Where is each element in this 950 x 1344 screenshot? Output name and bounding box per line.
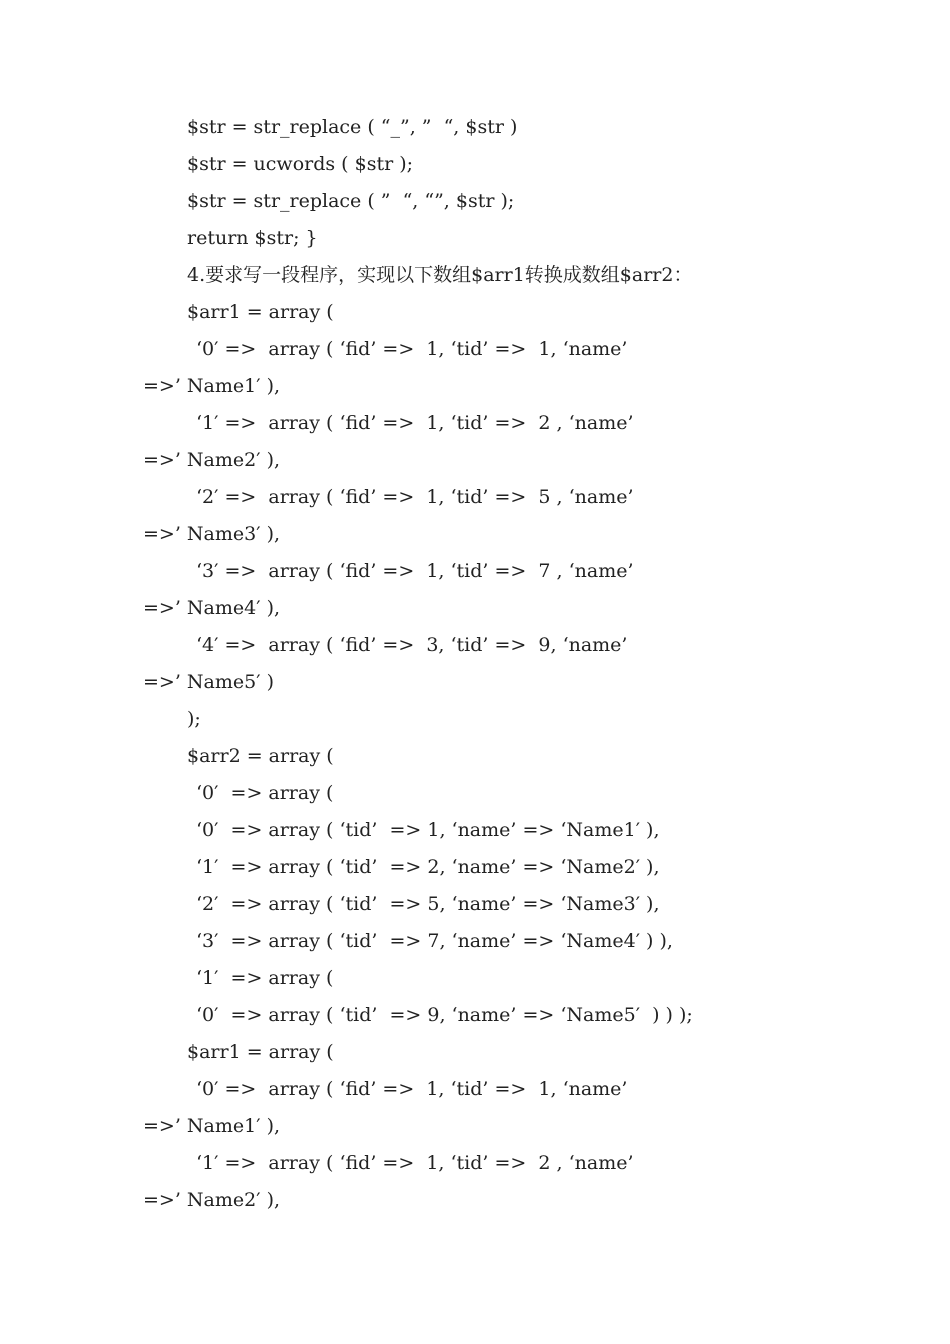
code-line: =>’ Name4′ ), — [143, 597, 281, 619]
code-line: $str = ucwords ( $str ); — [187, 153, 414, 175]
code-line: ‘0′ => array ( ‘tid’ => 9, ‘name’ => ‘Name5′ ) ) ); — [196, 1004, 693, 1026]
code-line: =>’ Name1′ ), — [143, 1115, 281, 1137]
code-line: $arr2 = array ( — [187, 745, 334, 767]
code-line: =>’ Name5′ ) — [143, 671, 274, 693]
code-line: ‘1′ => array ( ‘fid’ => 1, ‘tid’ => 2 , ‘name’ — [196, 1152, 634, 1174]
code-line: $str = str_replace ( “_”, ” “, $str ) — [187, 116, 518, 138]
code-line: ‘0′ => array ( — [196, 782, 334, 804]
code-line: ‘2′ => array ( ‘tid’ => 5, ‘name’ => ‘Name3′ ), — [196, 893, 660, 915]
code-line: return $str; } — [187, 227, 318, 249]
code-line: $str = str_replace ( ” “, “”, $str ); — [187, 190, 515, 212]
code-line: ‘1′ => array ( ‘fid’ => 1, ‘tid’ => 2 , ‘name’ — [196, 412, 634, 434]
code-line: $arr1 = array ( — [187, 1041, 334, 1063]
code-line: =>’ Name2′ ), — [143, 449, 281, 471]
code-line: ‘0′ => array ( ‘fid’ => 1, ‘tid’ => 1, ‘name’ — [196, 338, 628, 360]
code-line: =>’ Name3′ ), — [143, 523, 281, 545]
code-line: ‘2′ => array ( ‘fid’ => 1, ‘tid’ => 5 , ‘name’ — [196, 486, 634, 508]
code-line: ‘0′ => array ( ‘fid’ => 1, ‘tid’ => 1, ‘name’ — [196, 1078, 628, 1100]
code-line: ‘0′ => array ( ‘tid’ => 1, ‘name’ => ‘Name1′ ), — [196, 819, 660, 841]
code-line: =>’ Name2′ ), — [143, 1189, 281, 1211]
question-heading: 4.要求写一段程序，实现以下数组$arr1转换成数组$arr2： — [187, 264, 693, 286]
code-line: ‘4′ => array ( ‘fid’ => 3, ‘tid’ => 9, ‘name’ — [196, 634, 628, 656]
code-line: ‘1′ => array ( ‘tid’ => 2, ‘name’ => ‘Name2′ ), — [196, 856, 660, 878]
code-line: $arr1 = array ( — [187, 301, 334, 323]
code-line: ‘3′ => array ( ‘fid’ => 1, ‘tid’ => 7 , ‘name’ — [196, 560, 634, 582]
code-line: =>’ Name1′ ), — [143, 375, 281, 397]
code-line: ‘3′ => array ( ‘tid’ => 7, ‘name’ => ‘Name4′ ) ), — [196, 930, 673, 952]
code-line: ‘1′ => array ( — [196, 967, 334, 989]
code-line: ); — [187, 708, 201, 730]
